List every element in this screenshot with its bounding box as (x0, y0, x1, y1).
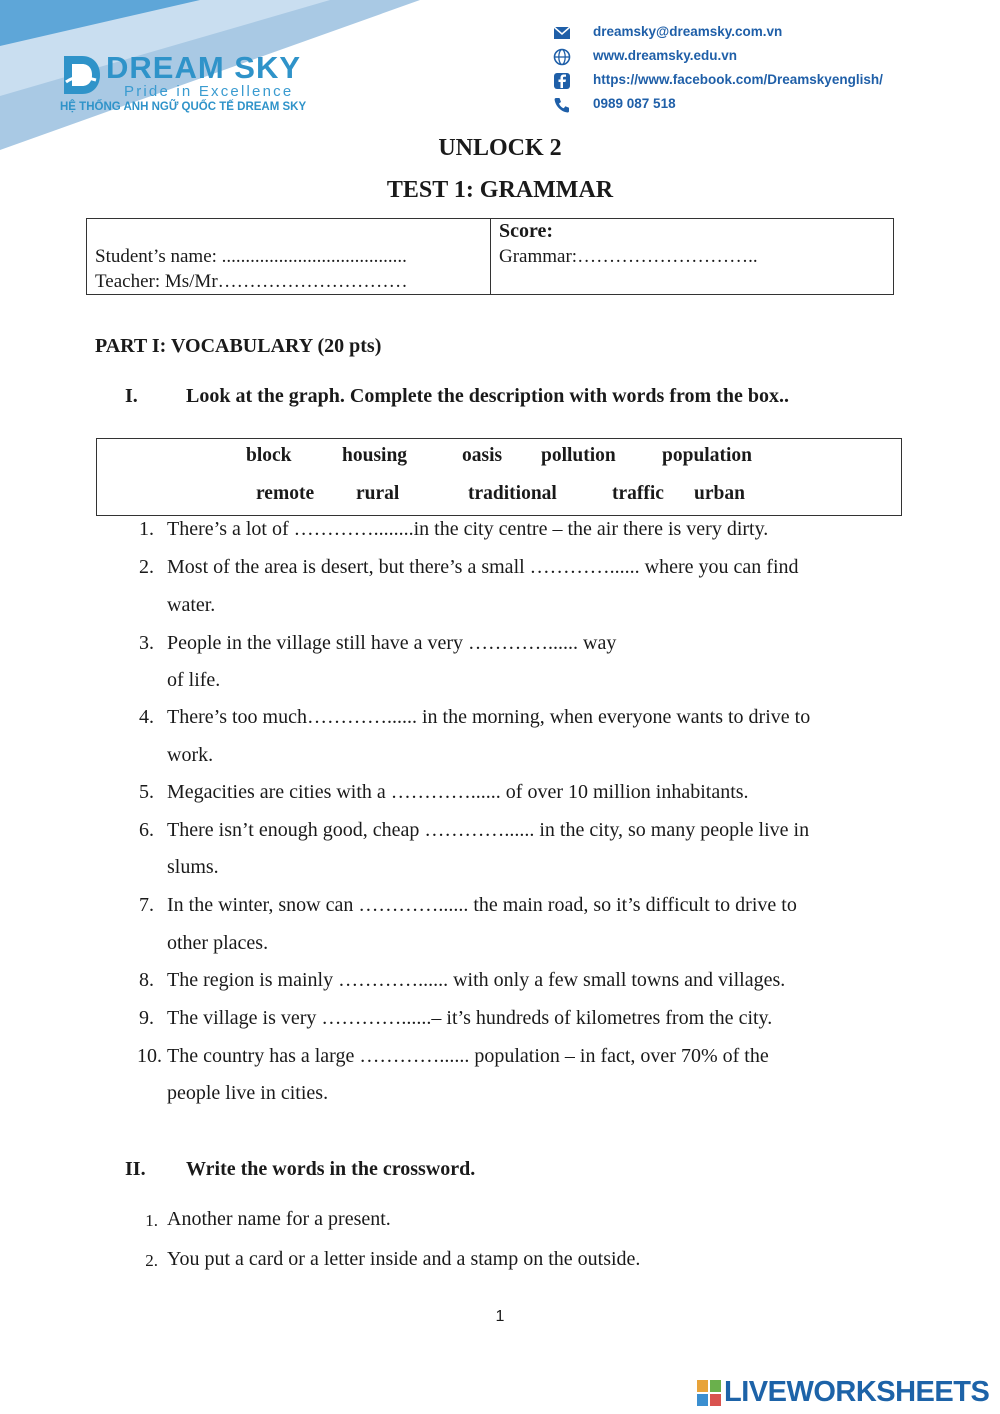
clue-text: You put a card or a letter inside and a stamp on the outside. (167, 1248, 641, 1270)
item-text: other places. (167, 932, 269, 954)
item-text: People in the village still have a very …………...... way (167, 632, 617, 654)
liveworksheets-text: LIVEWORKSHEETS (724, 1376, 990, 1408)
facebook-icon (553, 72, 571, 90)
brand-slogan: Pride in Excellence (124, 83, 294, 100)
item-text: Megacities are cities with a …………...... of over 10 million inhabitants. (167, 781, 749, 803)
item-number: 4. (139, 706, 154, 728)
clue-number: 2. (145, 1251, 158, 1270)
word-option: oasis (462, 445, 503, 466)
contact-website[interactable] (553, 47, 953, 69)
item-number: 8. (139, 969, 154, 991)
part1-heading: PART I: VOCABULARY (20 pts) (95, 335, 382, 357)
item-number: 6. (139, 819, 154, 841)
item-text: slums. (167, 856, 219, 878)
item-text: work. (167, 744, 214, 766)
section2-instruction: Write the words in the crossword. (186, 1158, 476, 1180)
word-option: remote (256, 483, 315, 504)
contact-email[interactable] (553, 23, 953, 45)
item-text: There’s a lot of …………........in the city centre – the air there is very dirty. (167, 518, 769, 540)
word-option: pollution (541, 445, 616, 466)
section2-number: II. (125, 1158, 146, 1180)
word-option: urban (694, 483, 745, 504)
word-option: housing (342, 445, 408, 466)
word-option: rural (356, 483, 400, 504)
clue-text: Another name for a present. (167, 1208, 391, 1230)
item-text: The region is mainly …………...... with only a few small towns and villages. (167, 969, 786, 991)
item-text: The village is very …………......– it’s hundreds of kilometres from the city. (167, 1007, 773, 1029)
student-name-field[interactable]: Student’s name: ....................................... (95, 246, 407, 267)
clue-number: 1. (145, 1211, 158, 1230)
item-number: 5. (139, 781, 154, 803)
grammar-score-field[interactable]: Grammar:……………………….. (499, 246, 758, 267)
dream-sky-logo (60, 52, 340, 122)
table-divider (490, 219, 491, 294)
contact-phone[interactable] (553, 95, 953, 117)
item-text: Most of the area is desert, but there’s a small …………...... where you can find (167, 556, 799, 578)
word-box (96, 438, 902, 516)
phone-icon (553, 96, 571, 114)
contact-facebook[interactable] (553, 71, 953, 93)
dream-sky-logo-icon (60, 54, 102, 96)
item-number: 3. (139, 632, 154, 654)
page-number: 1 (495, 1308, 505, 1325)
section1-number: I. (125, 385, 138, 407)
item-text: people live in cities. (167, 1082, 329, 1104)
page-subtitle: TEST 1: GRAMMAR (386, 177, 614, 203)
contact-facebook-text: https://www.facebook.com/Dreamskyenglish/ (593, 72, 883, 87)
word-option: population (662, 445, 752, 466)
contact-website-text: www.dreamsky.edu.vn (593, 48, 738, 63)
globe-icon (553, 48, 571, 66)
item-text: water. (167, 594, 216, 616)
contact-phone-text: 0989 087 518 (593, 96, 676, 111)
item-text: of life. (167, 669, 221, 691)
student-info-table (86, 218, 894, 295)
word-option: traditional (468, 483, 557, 504)
item-text: The country has a large …………...... population – in fact, over 70% of the (167, 1045, 769, 1067)
item-number: 10. (137, 1045, 162, 1067)
contact-email-text: dreamsky@dreamsky.com.vn (593, 24, 783, 39)
item-text: In the winter, snow can …………...... the main road, so it’s difficult to drive to (167, 894, 797, 916)
brand-subtitle: HỆ THỐNG ANH NGỮ QUỐC TẾ DREAM SKY (60, 101, 307, 113)
item-number: 1. (139, 518, 154, 540)
score-label: Score: (499, 220, 554, 242)
item-text: There’s too much…………...... in the morning, when everyone wants to drive to (167, 706, 811, 728)
item-number: 7. (139, 894, 154, 916)
section1-instruction: Look at the graph. Complete the description with words from the box.. (186, 385, 789, 407)
liveworksheets-icon (697, 1380, 721, 1406)
item-text: There isn’t enough good, cheap …………...... in the city, so many people live in (167, 819, 810, 841)
item-number: 9. (139, 1007, 154, 1029)
item-number: 2. (139, 556, 154, 578)
word-option: block (246, 445, 292, 466)
word-option: traffic (612, 483, 664, 504)
teacher-field[interactable]: Teacher: Ms/Mr………………………… (95, 271, 408, 292)
email-icon (553, 24, 571, 42)
brand-name: DREAM SKY (106, 50, 302, 85)
page-title: UNLOCK 2 (438, 135, 562, 161)
liveworksheets-logo[interactable] (697, 1374, 997, 1414)
